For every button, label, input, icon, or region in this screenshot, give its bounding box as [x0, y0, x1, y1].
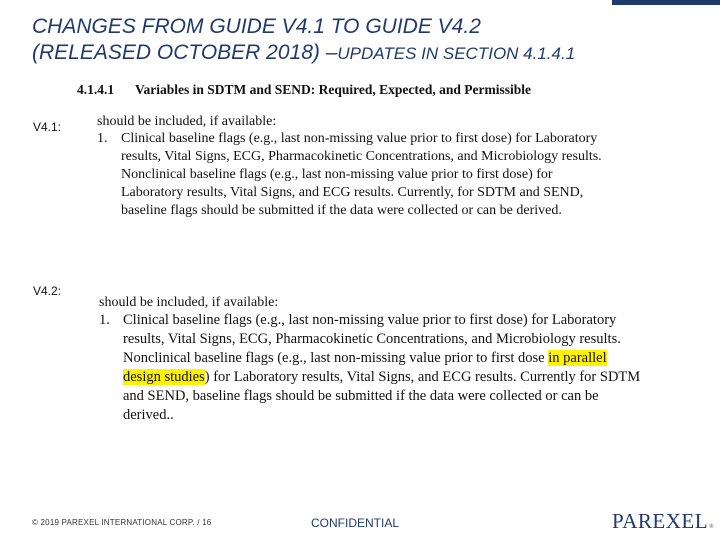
- v41-intro: should be included, if available:: [97, 114, 277, 129]
- v42-item-highlight: in parallel design studies: [123, 350, 607, 385]
- v41-label: V4.1:: [33, 120, 62, 134]
- v42-item-text-before: Clinical baseline flags (e.g., last non-missing value prior to first dose) for Laboratory results, Vital Signs, ECG, Pharmacokinetic Concentrations, and Microbiology results. Nonclinical baseline flags (e.g., last non-missing value prior to first dose: [123, 312, 621, 366]
- footer-copyright: © 2019 PAREXEL INTERNATIONAL CORP. / 16: [32, 518, 212, 527]
- logo-registered-mark: ®: [709, 524, 715, 530]
- parexel-logo: [612, 509, 714, 534]
- v41-item-number: 1.: [97, 131, 108, 146]
- v42-intro: should be included, if available:: [99, 295, 279, 310]
- logo-text: PAREXEL: [612, 509, 709, 533]
- v42-text-block: [99, 294, 647, 425]
- v41-text-block: [97, 114, 617, 220]
- section-title: Variables in SDTM and SEND: Required, Expected, and Permissible: [135, 82, 532, 97]
- slide-title-suffix: UPDATES IN SECTION 4.1.4.1: [337, 44, 576, 63]
- v42-label: V4.2:: [33, 284, 62, 298]
- v41-item-text: Clinical baseline flags (e.g., last non-missing value prior to first dose) for Laboratory results, Vital Signs, ECG, Pharmacokinetic Concentrations, and Microbiology results. Nonclinical baseline flags (e.g., last non-missing value prior to first dose) for Laboratory results, Vital Signs, and ECG results. Currently, for SDTM and SEND, baseline flags should be submitted if the data were collected or can be derived.: [121, 131, 602, 218]
- section-number: 4.1.4.1: [77, 82, 115, 97]
- v42-item-number: 1.: [99, 312, 110, 328]
- footer-confidential: CONFIDENTIAL: [311, 516, 400, 530]
- section-heading: [77, 82, 531, 98]
- slide-title-line2: (RELEASED OCTOBER 2018) –: [32, 41, 338, 64]
- v41-list-item: [97, 130, 617, 220]
- v42-item-text-after: ) for Laboratory results, Vital Signs, and ECG results. Currently for SDTM and SEND, baseline flags should be submitted if the data were collected or can be derived..: [123, 369, 641, 423]
- slide-title: [32, 14, 712, 67]
- v42-list-item: [99, 311, 647, 425]
- slide-title-line1: CHANGES FROM GUIDE V4.1 TO GUIDE V4.2: [32, 15, 481, 38]
- top-accent-bar: [612, 0, 720, 5]
